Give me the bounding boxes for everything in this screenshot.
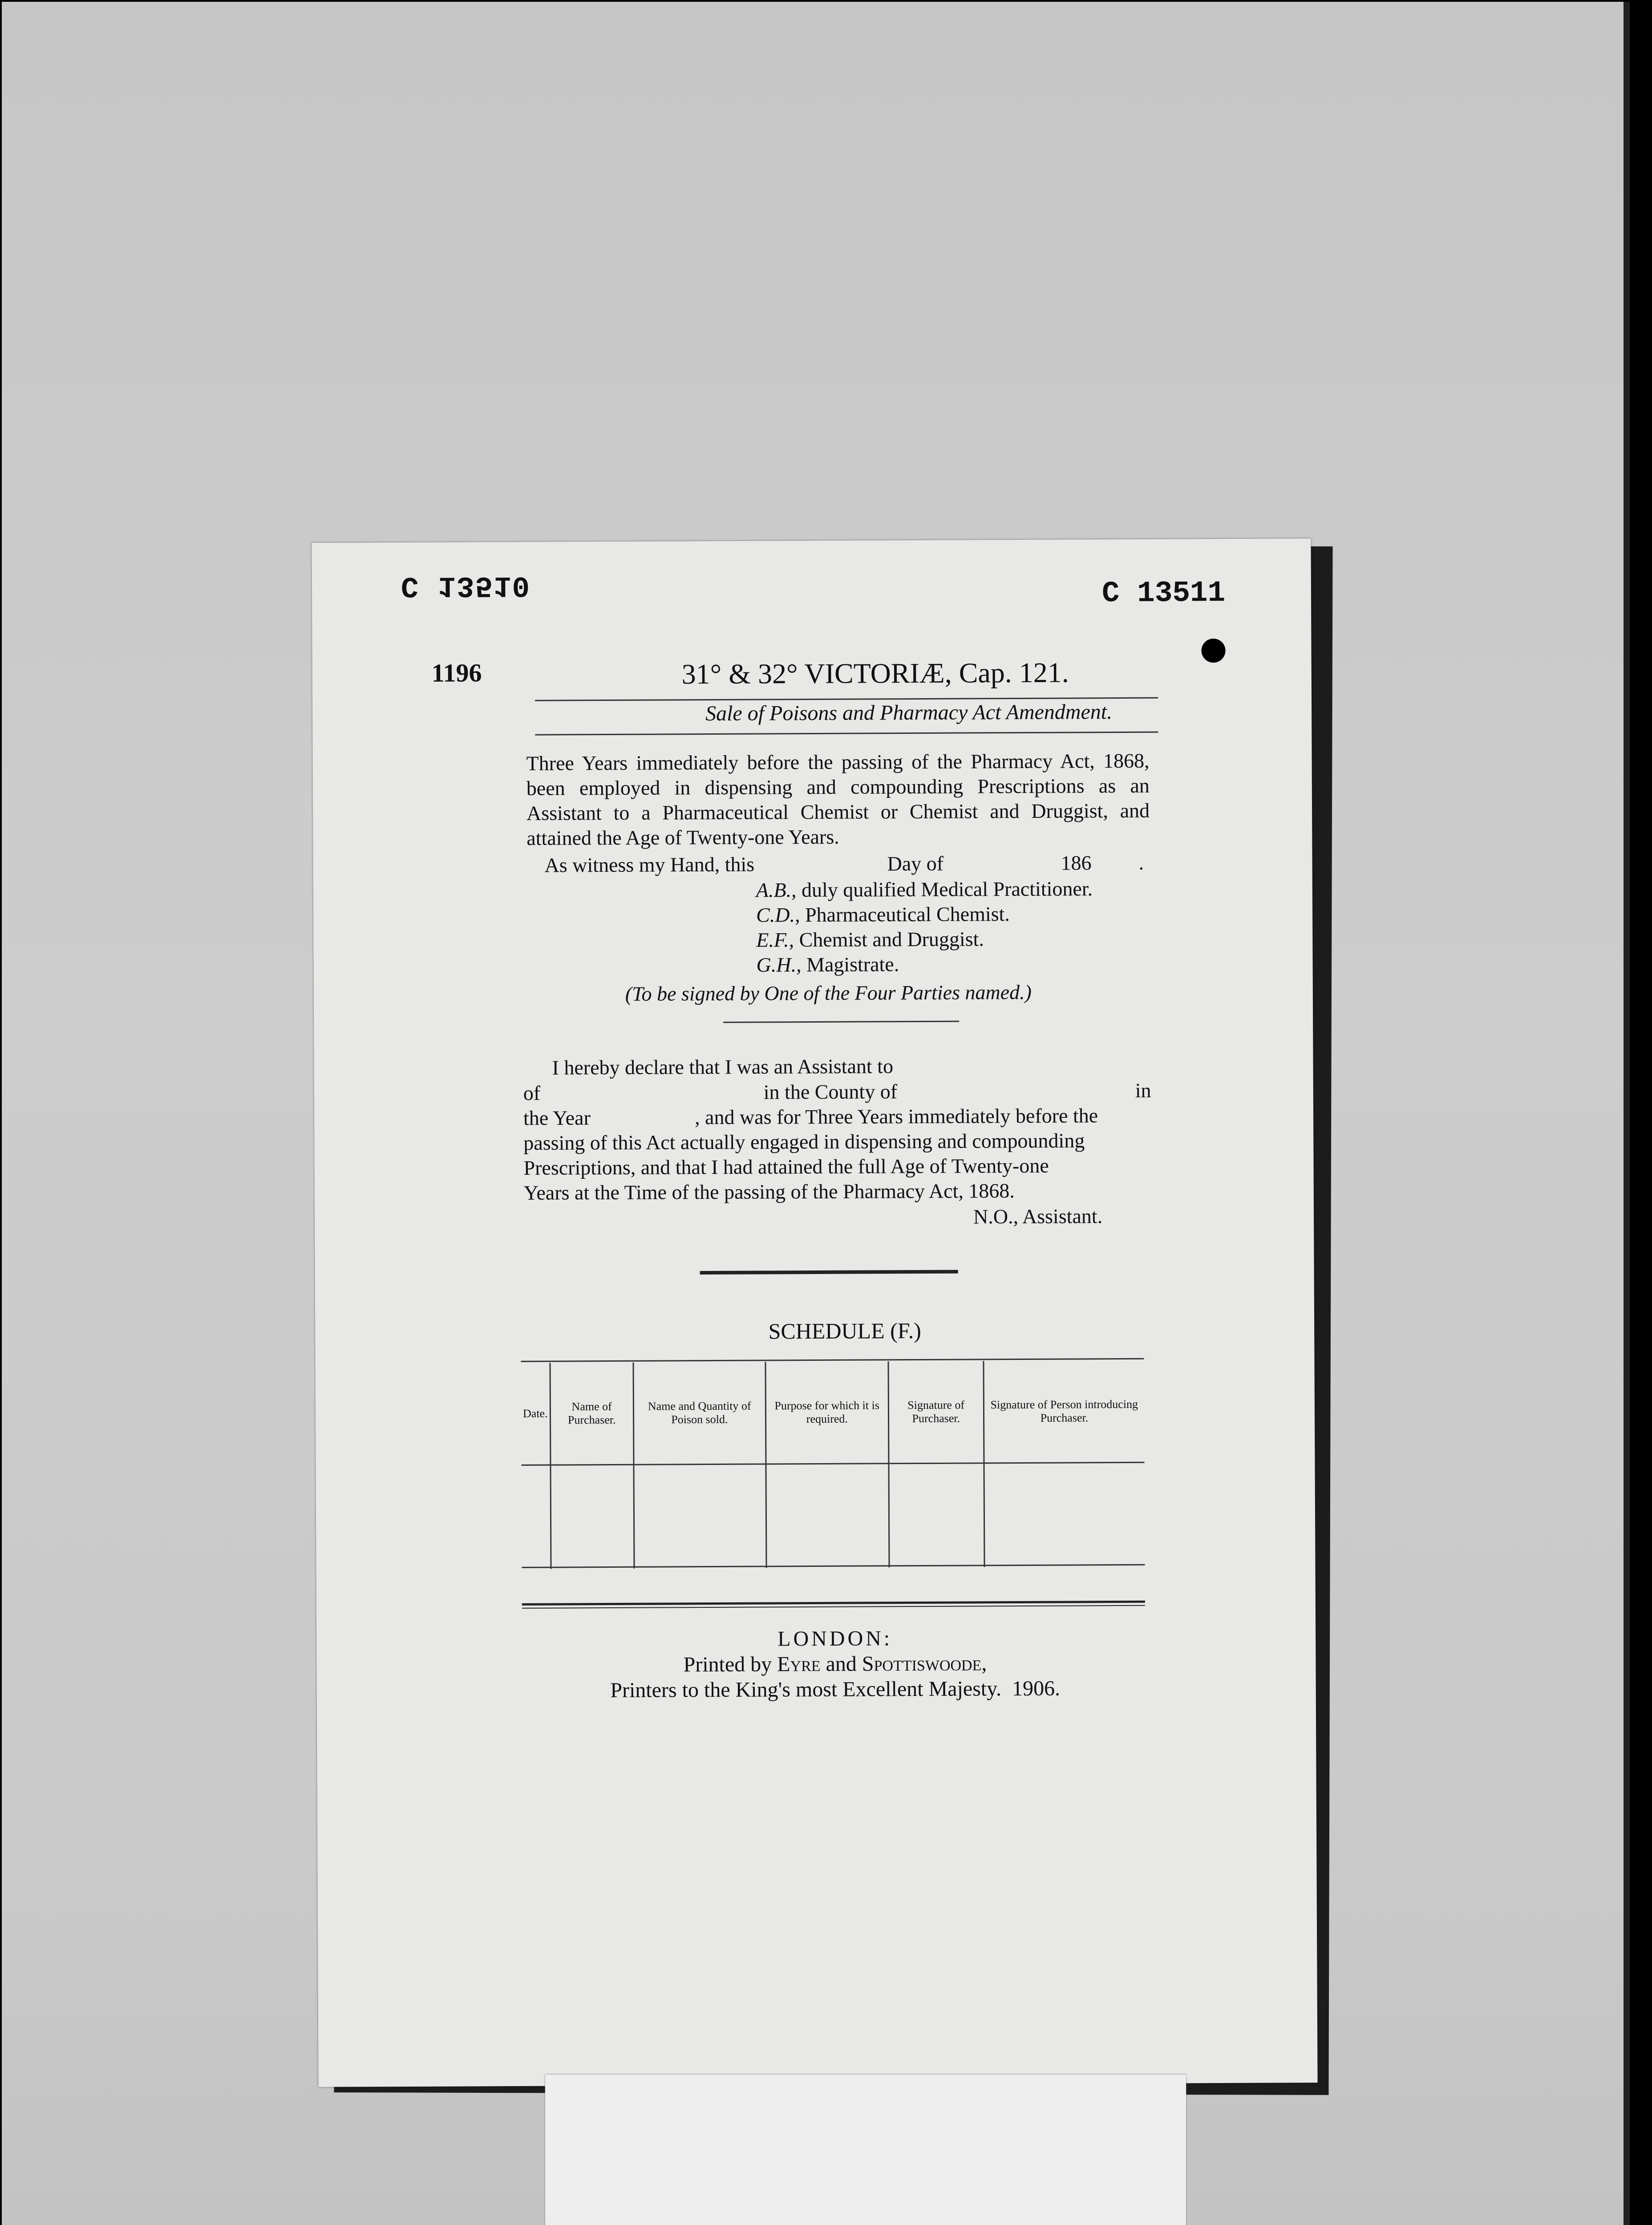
signatory-gh: G.H., Magistrate. <box>756 953 899 976</box>
schedule-table <box>521 1360 1145 1569</box>
declaration-in: in <box>1135 1079 1151 1102</box>
imprint-city: LONDON: <box>777 1626 893 1651</box>
declaration-line3: , and was for Three Years immediately before the <box>694 1104 1098 1129</box>
declaration-line6: Years at the Time of the passing of the Pharmacy Act, 1868. <box>523 1179 1015 1204</box>
schedule-header-row <box>521 1360 1144 1465</box>
declaration-line4: passing of this Act actually engaged in dispensing and compounding <box>523 1129 1085 1154</box>
act-title: 31° & 32° VICTORIÆ, Cap. 121. <box>681 656 1069 690</box>
punch-hole <box>1201 639 1225 663</box>
signatory-ef: E.F., Chemist and Druggist. <box>756 927 984 951</box>
certificate-paragraph: Three Years immediately before the passing of the Pharmacy Act, 1868, been employed in dispensing and compounding Prescriptions as an Assistant to a Pharmaceutical Chemist or Chemist and Druggist, and attained the Age of Twenty-one Years. <box>526 749 1150 850</box>
signatory-cd: C.D., Pharmaceutical Chemist. <box>756 902 1010 926</box>
heavy-rule <box>700 1270 958 1275</box>
column-introducer-signature: Signature of Person introducing Purchaser. <box>984 1360 1145 1463</box>
declaration-of: of <box>523 1081 541 1104</box>
double-rule-top <box>522 1601 1145 1606</box>
section-divider <box>723 1021 959 1023</box>
document-page <box>312 538 1317 2087</box>
table-cell <box>551 1464 634 1569</box>
page-id-stamp: C 13511 <box>1101 576 1226 611</box>
declaration-line5: Prescriptions, and that I had attained the full Age of Twenty-one <box>523 1154 1049 1179</box>
imprint-majesty: Printers to the King's most Excellent Majesty. 1906. <box>610 1676 1061 1703</box>
declaration-signature: N.O., Assistant. <box>973 1205 1103 1228</box>
table-cell <box>634 1464 766 1569</box>
mirrored-stamp: C 13510 <box>401 568 531 603</box>
table-cell <box>521 1465 551 1569</box>
archive-slip <box>545 2075 1186 2225</box>
declaration-year: the Year <box>523 1106 591 1129</box>
signing-note: (To be signed by One of the Four Parties named.) <box>625 980 1032 1005</box>
imprint-printer: Printed by Eyre and Spottiswoode, <box>683 1651 987 1677</box>
declaration-line1: I hereby declare that I was an Assistant to <box>552 1055 894 1079</box>
table-cell <box>889 1463 984 1567</box>
column-purpose: Purpose for which it is required. <box>765 1361 889 1464</box>
schedule-empty-row <box>521 1462 1145 1569</box>
page-number: 1196 <box>431 658 482 688</box>
witness-year: 186 <box>1061 851 1092 874</box>
act-subtitle: Sale of Poisons and Pharmacy Act Amendment. <box>705 700 1113 726</box>
declaration-county: in the County of <box>763 1080 898 1104</box>
double-rule-bottom <box>522 1605 1145 1609</box>
signatory-ab: A.B., duly qualified Medical Practitioner. <box>756 877 1093 902</box>
table-cell <box>984 1462 1145 1567</box>
table-cell <box>766 1464 889 1568</box>
subtitle-rule <box>535 732 1158 736</box>
column-purchaser-name: Name of Purchaser. <box>550 1363 634 1465</box>
column-date: Date. <box>521 1363 550 1465</box>
column-poison-sold: Name and Quantity of Poison sold. <box>633 1362 766 1464</box>
schedule-title: SCHEDULE (F.) <box>768 1318 921 1344</box>
witness-day: Day of <box>887 852 944 875</box>
witness-prefix: As witness my Hand, this <box>544 853 755 877</box>
column-purchaser-signature: Signature of Purchaser. <box>888 1361 984 1463</box>
witness-end: . <box>1138 851 1144 874</box>
